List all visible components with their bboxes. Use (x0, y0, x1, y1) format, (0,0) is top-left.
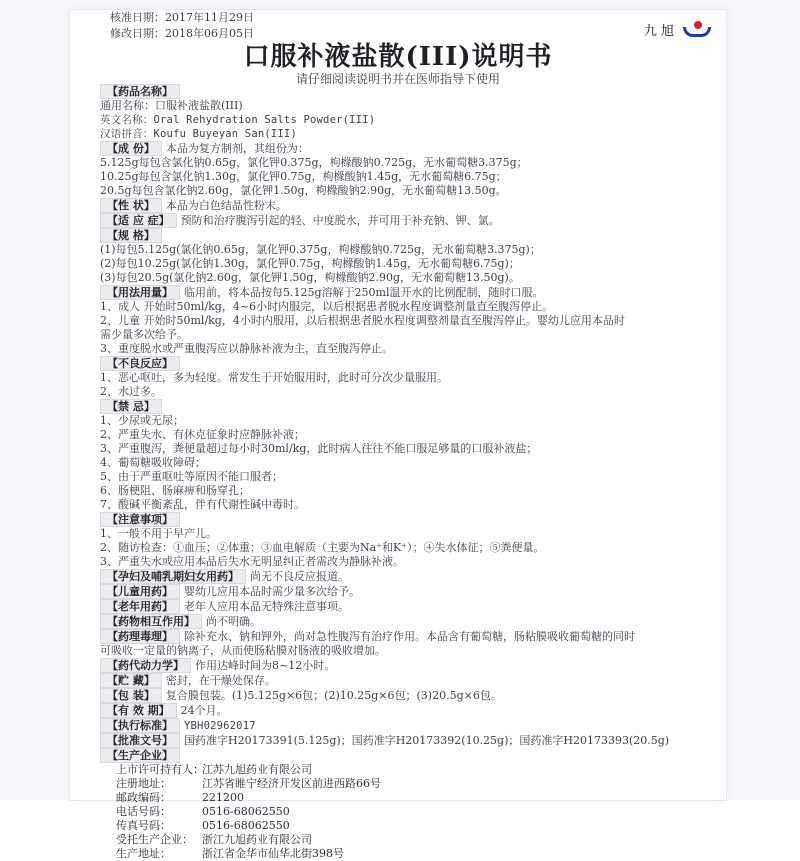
content-line (100, 658, 704, 673)
section-label: 【有 效 期】 (100, 703, 177, 718)
content-line (100, 703, 704, 718)
section-label: 【生产企业】 (100, 748, 180, 763)
manufacturer-line (116, 833, 704, 847)
content-text: 可吸收一定量的钠离子，从而使肠粘膜对肠液的吸收增加。 (100, 644, 386, 657)
section-label: 【孕妇及哺乳期妇女用药】 (100, 569, 246, 584)
content-line (100, 285, 704, 300)
content-text: 3、严重腹泻，粪便量超过每小时30ml/kg，此时病人往往不能口服足够量的口服补液盐； (100, 442, 538, 455)
manufacturer-label: 受托生产企业： (116, 833, 193, 846)
content-text: 6、肠梗阻、肠麻痹和肠穿孔； (100, 484, 250, 497)
section-label: 【老年用药】 (100, 599, 180, 614)
content-text: 20.5g每包含氯化钠2.60g，氯化钾1.50g，枸橼酸钠2.90g，无水葡萄糖13.50g。 (100, 184, 507, 197)
manufacturer-label: 传真号码： (116, 819, 171, 832)
content-text: 本品为白色结晶性粉末。 (165, 199, 287, 212)
manufacturer-label: 邮政编码： (116, 791, 171, 804)
content-text: 5、由于严重呕吐等原因不能口服者； (100, 470, 283, 483)
manufacturer-value: 浙江省金华市仙华北街398号 (202, 847, 344, 860)
content-line (100, 673, 704, 688)
content-text: 1、少尿或无尿； (100, 414, 184, 427)
content-text: (1)每包5.125g(氯化钠0.65g，氯化钾0.375g，枸橼酸钠0.725g，无水葡萄糖3.375g)； (100, 243, 541, 256)
manufacturer-label: 电话号码： (116, 805, 171, 818)
brand-name: 九 旭 (643, 24, 674, 39)
content-line (100, 748, 704, 763)
content-text: 7、酸碱平衡紊乱，伴有代谢性碱中毒时。 (100, 498, 305, 511)
content-text: YBH02962017 (184, 720, 256, 732)
content-text: 10.25g每包含氯化钠1.30g，氯化钾0.75g，枸橼酸钠1.45g，无水葡萄糖6.75g； (100, 170, 507, 183)
content-text: 1、一般不用于早产儿。 (100, 527, 217, 540)
manufacturer-line (116, 791, 704, 805)
section-label: 【用法用量】 (100, 285, 180, 300)
content-line (100, 428, 704, 442)
content-line (100, 414, 704, 428)
document-subtitle: 请仔细阅读说明书并在医师指导下使用 (295, 72, 500, 86)
content-line (100, 484, 704, 498)
content-line (100, 371, 704, 385)
content-line (100, 569, 704, 584)
content-text: 临用前，将本品按每5.125g溶解于250ml温开水的比例配制，随时口服。 (184, 286, 544, 299)
content-line (100, 385, 704, 399)
content-text: 24个月。 (180, 704, 228, 717)
manufacturer-line (116, 819, 704, 833)
content-line (100, 243, 704, 257)
section-label: 【禁 忌】 (100, 399, 162, 414)
content-line (100, 555, 704, 569)
section-label: 【贮 藏】 (100, 673, 162, 688)
approval-date: 核准日期：2017年11月29日 (110, 11, 254, 24)
content-line (100, 99, 704, 113)
content-line (100, 442, 704, 456)
section-label: 【规 格】 (100, 228, 162, 243)
section-label: 【药品名称】 (100, 84, 180, 99)
content-line (100, 498, 704, 512)
revision-date: 修改日期：2018年06月05日 (110, 27, 254, 40)
section-label: 【注意事项】 (100, 512, 180, 527)
manufacturer-value: 浙江九旭药业有限公司 (202, 833, 312, 846)
content-line (100, 170, 704, 184)
content-text: 本品为复方制剂，其组份为： (165, 142, 309, 155)
manufacturer-label: 生产地址： (116, 847, 171, 860)
content-line (100, 127, 704, 141)
content-line (100, 198, 704, 213)
content-line (100, 314, 704, 328)
content-text: 英文名称：Oral Rehydration Salts Powder(III) (100, 114, 376, 126)
section-label: 【药理毒理】 (100, 629, 180, 644)
content-text: 国药准字H20173391(5.125g)；国药准字H20173392(10.25g)；国药准字H20173393(20.5g) (184, 734, 670, 747)
content-text: 预防和治疗腹泻引起的轻、中度脱水，并可用于补充钠、钾、氯。 (180, 214, 500, 227)
content-text: 1、恶心呕吐，多为轻度。常发生于开始服用时，此时可分次少量服用。 (100, 371, 448, 384)
leaflet-content (100, 84, 704, 861)
content-text: 汉语拼音：Koufu Buyeyan San(III) (100, 128, 297, 140)
section-label: 【药代动力学】 (100, 658, 191, 673)
manufacturer-label: 上市许可持有人： (116, 763, 204, 776)
content-text: 通用名称：口服补液盐散(III) (100, 99, 243, 112)
manufacturer-value: 0516-68062550 (202, 805, 290, 818)
content-line (100, 629, 704, 644)
section-label: 【执行标准】 (100, 718, 180, 733)
content-text: 3、严重失水或应用本品后失水无明显纠正者需改为静脉补液。 (100, 555, 404, 568)
content-line (100, 456, 704, 470)
content-text: 3、重度脱水或严重腹泻应以静脉补液为主，直至腹泻停止。 (100, 342, 393, 355)
section-label: 【批准文号】 (100, 733, 180, 748)
content-line (100, 328, 704, 342)
content-line (100, 512, 704, 527)
content-line (100, 141, 704, 156)
content-text: 5.125g每包含氯化钠0.65g，氯化钾0.375g，枸橼酸钠0.725g，无水葡萄糖3.375g； (100, 156, 528, 169)
content-line (100, 733, 704, 748)
section-label: 【适 应 症】 (100, 213, 177, 228)
content-line (100, 156, 704, 170)
content-line (100, 300, 704, 314)
content-line (100, 84, 704, 99)
content-text: 4、葡萄糖吸收障碍； (100, 456, 206, 469)
manufacturer-line (116, 847, 704, 861)
content-line (100, 213, 704, 228)
content-line (100, 614, 704, 629)
instruction-leaflet (70, 10, 726, 860)
content-text: 1、成人 开始时50ml/kg，4~6小时内服完，以后根据患者脱水程度调整剂量直至腹泻停止。 (100, 300, 554, 313)
manufacturer-label: 注册地址： (116, 777, 171, 790)
content-text: 2、严重失水、有休克征象时应静脉补液； (100, 428, 305, 441)
content-line (100, 644, 704, 658)
content-line (100, 599, 704, 614)
content-text: 需少量多次给予。 (100, 328, 188, 341)
leaflet-header (70, 10, 726, 90)
content-text: 2、儿童 开始时50ml/kg，4小时内服用，以后根据患者脱水程度调整剂量直至腹泻停止。婴幼儿应用本品时 (100, 314, 625, 327)
content-line (100, 584, 704, 599)
content-line (100, 527, 704, 541)
content-line (100, 113, 704, 127)
content-text: 除补充水、钠和钾外，尚对急性腹泻有治疗作用。本品含有葡萄糖，肠粘膜吸收葡萄糖的同时 (184, 630, 635, 643)
content-text: 尚无不良反应报道。 (250, 570, 349, 583)
content-text: 密封，在干燥处保存。 (165, 674, 276, 687)
content-line (100, 228, 704, 243)
section-label: 【不良反应】 (100, 356, 180, 371)
content-line (100, 342, 704, 356)
document-title: 口服补液盐散(III)说明书 (243, 42, 553, 72)
manufacturer-line (116, 777, 704, 791)
content-text: (2)每包10.25g(氯化钠1.30g，氯化钾0.75g，枸橼酸钠1.45g，无水葡萄糖6.75g)； (100, 257, 520, 270)
content-text: (3)每包20.5g(氯化钠2.60g，氯化钾1.50g，枸橼酸钠2.90g，无水葡萄糖13.50g)。 (100, 271, 520, 284)
content-line (100, 399, 704, 414)
content-line (100, 688, 704, 703)
content-line (100, 271, 704, 285)
content-text: 2、水过多。 (100, 385, 162, 398)
section-label: 【儿童用药】 (100, 584, 180, 599)
content-line (100, 470, 704, 484)
section-label: 【性 状】 (100, 198, 162, 213)
content-text: 尚不明确。 (206, 615, 261, 628)
content-line (100, 257, 704, 271)
content-line (100, 356, 704, 371)
content-text: 婴幼儿应用本品时需少量多次给予。 (184, 585, 360, 598)
content-line (100, 718, 704, 733)
manufacturer-line (116, 805, 704, 819)
manufacturer-line (116, 763, 704, 777)
content-text: 复合膜包装。(1)5.125g×6包；(2)10.25g×6包；(3)20.5g×6包。 (165, 689, 502, 702)
section-label: 【成 份】 (100, 141, 162, 156)
manufacturer-value: 江苏省睢宁经济开发区前进西路66号 (202, 777, 381, 790)
manufacturer-value: 221200 (202, 791, 244, 804)
content-line (100, 541, 704, 555)
logo-blue-arc (683, 27, 711, 37)
content-line (100, 184, 704, 198)
content-text: 2、随访检查：①血压；②体重；③血电解质（主要为Na⁺和K⁺）；④失水体征；⑤粪便量。 (100, 541, 545, 554)
content-text: 作用达峰时间为8~12小时。 (195, 659, 336, 672)
section-label: 【包 装】 (100, 688, 162, 703)
section-label: 【药物相互作用】 (100, 614, 202, 629)
manufacturer-value: 0516-68062550 (202, 819, 290, 832)
manufacturer-value: 江苏九旭药业有限公司 (202, 763, 312, 776)
content-text: 老年人应用本品无特殊注意事项。 (184, 600, 349, 613)
